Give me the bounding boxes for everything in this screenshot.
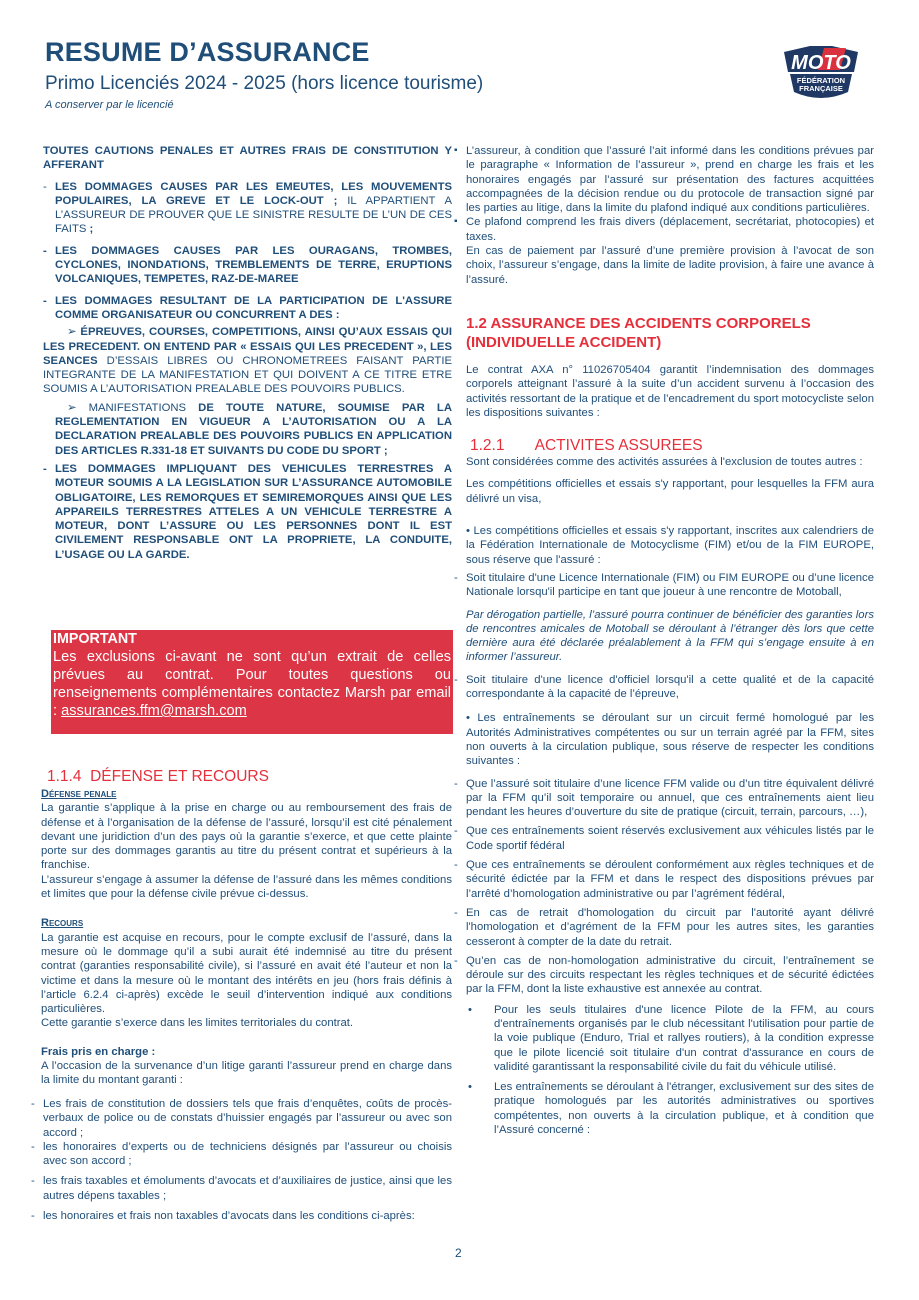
recours-heading: Recours [41,917,84,930]
frais-heading: Frais pris en charge : [41,1045,156,1058]
frais-list [31,1097,452,1223]
section-1-2-1-heading: 1.2.1 ACTIVITES ASSUREES [470,437,703,455]
section-1-2-heading: 1.2 ASSURANCE DES ACCIDENTS CORPORELS (INDIVIDUELLE ACCIDENT) [466,315,811,351]
exclusion-item-4: - LES DOMMAGES IMPLIQUANT DES VEHICULES TERRESTRES A MOTEUR SOUMIS A LA LEGISLATION SUR L’ASSURANCE AUTOMOBILE OBLIGATOIRE, LES REMORQUES ET SEMIREMORQUES AINSI QUE LES APPAREILS TERRESTRES ATTELES A UN VEHICULE TERRESTRE A MOTEUR, DONT L’ASSURE OU LES PERSONNES DONT IL EST CIVILEMENT RESPONSABLE ONT LA PROPRIETE, LA CONDUITE, L’USAGE OU LA GARDE. [43,462,452,562]
important-heading: IMPORTANT [53,631,137,647]
keep-note: A conserver par le licencié [45,99,174,111]
plafond-para: ▪ Ce plafond comprend les frais divers (déplacement, secrétariat, photocopies) et taxes. [454,215,874,244]
page-title: RESUME D’ASSURANCE [45,37,370,67]
ffm-logo [780,44,862,104]
left-exclusions [43,144,452,562]
entrainement-condition: - Que ces entraînements soient réservés exclusivement aux véhicules listés par le Code sportif fédéral [454,824,874,853]
axa-contract-para: Le contrat AXA n° 11026705404 garantit l’indemnisation des dommages corporels atteignant l’assuré à la suite d’un accident survenu à l’occasion des activités ressortant de la pratique et de l’encadrement du sport motocycliste selon les dispositions suivantes : [466,364,874,419]
defense-penale-heading: Défense penale [41,788,117,800]
important-box [51,630,453,734]
entrainement-condition: - Que ces entraînements se déroulent conformément aux règles techniques et de sécurité édictée par la FFM et dans le respect des dispositions prévues par l’arrêté d’homologation administrative ou par l’agrément fédéral, [454,858,874,901]
derogation-para: Par dérogation partielle, l’assuré pourra continuer de bénéficier des garanties lors de rencontres amicales de Motoball se déroulant à l’étranger dès lors que cette dernière aura été déclarée préalablement à la FFM qui s’engage ensuite à en informer l’assureur. [466,608,874,664]
ffm-logo-graphic [780,44,862,104]
activity-2: • Les compétitions officielles et essais s'y rapportant, inscrites aux calendriers de la Fédération Internationale de Motocyclisme (FIM) et/ou de la FIM EUROPE, sous réserve que l'assuré : [466,525,874,566]
exclusion-intro: TOUTES CAUTIONS PENALES ET AUTRES FRAIS DE CONSTITUTION Y AFFERANT [43,145,452,172]
defense-para-1: La garantie s’applique à la prise en charge ou au remboursement des frais de défense et à l’organisation de la défense de l’assuré, lorsqu’il est cité pénalement devant une juridiction d’un des pays où la garantie s’exerce, et que cette plainte porte sur des dommages garantis au titre du présent contrat et supérieurs à la franchise. [41,802,452,872]
entrainements-para: • Les entraînements se déroulant sur un circuit fermé homologué par les Autorités Administratives compétentes ou sur un terrain agréé par la FFM, sites non ouverts à la circulation publique, sous réserve de respecter les conditions suivantes : [466,712,874,768]
exclusion-sub-2: ➢ MANIFESTATIONS DE TOUTE NATURE, SOUMISE PAR LA REGLEMENTATION EN VIGUEUR A L’AUTORISATION OU A LA DECLARATION PREALABLE DES POUVOIRS PUBLICS EN APPLICATION DES ARTICLES R.331-18 ET SUIVANTS DU CODE DU SPORT ; [55,401,452,457]
recours-para-2: Cette garantie s’exerce dans les limites territoriales du contrat. [41,1017,354,1030]
frais-item: - Les frais de constitution de dossiers tels que frais d’enquêtes, coûts de procès-verbaux de police ou de constats d’huissier engagés par l’assureur ou avec son accord ; [31,1097,452,1140]
exclusion-item-3: - LES DOMMAGES RESULTANT DE LA PARTICIPATION DE L'ASSURE COMME ORGANISATEUR OU CONCURRENT A DES : [43,294,452,323]
officiel-condition: - Soit titulaire d'une licence d'officiel lorsqu'il a cette qualité et de la capacité correspondante à la capacité de l’épreuve, [454,673,874,702]
frais-avocat-para: ▪ L’assureur, à condition que l’assuré l’ait informé dans les conditions prévues par le paragraphe « Information de l’assureur », prend en charge les frais et les honoraires engagés par l’assuré sur présentation des factures acquittées accompagnées de la décision rendue ou du protocole de transaction signé par les parties au litige, dans la limite du plafond indiqué aux conditions particulières. [454,144,874,215]
exclusion-item-1: - LES DOMMAGES CAUSES PAR LES EMEUTES, LES MOUVEMENTS POPULAIRES, LA GREVE ET LE LOCK-OUT ; IL APPARTIENT A L’ASSUREUR DE PROUVER QUE LE SINISTRE RESULTE DE L’UN DE CES FAITS ; [43,180,452,237]
recours-para-1: La garantie est acquise en recours, pour le compte exclusif de l’assuré, dans la mesure où le dommage qu’il a subi aurait été indemnisé au titre du présent contrat (garanties responsabilité civile), si l’assuré en avait été l’auteur et non la victime et dans la mesure où le montant des intérêts en jeu (hors frais définis à l’article 6.2.4 ci-après) excède le seuil d’intervention indiqué aux conditions particulières. [41,931,452,1016]
right-column-top [454,144,874,287]
right-column-main [466,363,874,1137]
entrainement-condition: - En cas de retrait d'homologation du circuit par l'autorité ayant délivré l'homologation et d’agrément de la FFM pour les autres sites, les garanties cesseront à compter de la date du retrait. [454,906,874,949]
exclusion-sub-1: ➢ ÉPREUVES, COURSES, COMPETITIONS, AINSI QU’AUX ESSAIS QUI LES PRECEDENT. ON ENTEND PAR « ESSAIS QUI LES PRECEDENT », LES SEANCES D’ESSAIS LIBRES OU CHRONOMETREES FAISANT PARTIE INTEGRANTE DE LA MANIFESTATION ET QUI DOIVENT A CE TITRE ETRE SOUMIS A L’AUTORISATION PREALABLE DES POUVOIRS PUBLICS. [43,326,452,396]
pilote-licence-item: • Pour les seuls titulaires d'une licence Pilote de la FFM, au cours d'entraînements organisés par le club nécessitant l'utilisation pour partie de la voie publique (Enduro, Trial et rallyes routiers), à la condition expresse que le pilote licencié soit titulaire d'un contrat d'assurance en cours de validité garantissant la responsabilité civile du fait du véhicule utilisé. [466,1003,874,1074]
avance-para: En cas de paiement par l’assuré d’une première provision à l’avocat de son choix, l’assureur s’engage, dans la limite de ladite provision, à faire une avance à l’assuré. [466,245,874,286]
frais-intro: A l’occasion de la survenance d’un litige garanti l’assureur prend en charge dans la limite du montant garanti : [41,1060,452,1087]
page-subtitle: Primo Licenciés 2024 - 2025 (hors licence tourisme) [45,73,484,94]
page-number: 2 [455,1246,462,1260]
left-defense [41,787,452,1088]
logo-line2: FRANÇAISE [799,84,843,93]
defense-para-2: L’assureur s’engage à assumer la défense de l’assuré dans les mêmes conditions et limites que pour la défense civile prévue ci-dessus. [41,873,452,901]
motoball-condition: - Soit titulaire d'une Licence Internationale (FIM) ou FIM EUROPE ou d’une licence Nationale lorsqu'il participe en tant que joueur à une rencontre de Motoball, [454,571,874,600]
activities-intro: Sont considérées comme des activités assurées à l'exclusion de toutes autres : [466,456,863,469]
section-1-1-4-heading: 1.1.4 DÉFENSE ET RECOURS [47,768,269,785]
arrow-icon: ➢ [67,401,89,414]
frais-item: - les honoraires d’experts ou de techniciens désignés par l’assureur ou choisis avec son accord ; [31,1140,452,1169]
frais-item: - les frais taxables et émoluments d’avocats et d’auxiliaires de justice, ainsi que les autres dépens taxables ; [31,1174,452,1203]
contact-email-link[interactable]: assurances.ffm@marsh.com [61,703,247,719]
entrainement-condition: - Que l’assuré soit titulaire d’une licence FFM valide ou d’un titre équivalent délivré par la FFM qu’il soit temporaire ou annuel, que ces entraînements aient lieu pendant les heures d’ouverture du site de pratique (circuit, terrain, parcours, …), [454,777,874,820]
etranger-item: • Les entraînements se déroulant à l'étranger, exclusivement sur des sites de pratique homologués par les autorités administratives ou sportives compétentes, non ouverts à la circulation publique, et à condition que l’Assuré concerné : [466,1080,874,1137]
important-text: Les exclusions ci-avant ne sont qu’un extrait de celles prévues au contrat. Pour toutes questions ou renseignements complémentaires contactez Marsh par email : assurances.ffm@marsh.com [53,649,451,719]
logo-line1: FÉDÉRATION [796,76,846,85]
logo-moto-text: MOTO [791,52,851,74]
activity-1: Les compétitions officielles et essais s'y rapportant, pour lesquelles la FFM aura délivré un visa, [466,478,874,505]
exclusion-item-2: - LES DOMMAGES CAUSES PAR LES OURAGANS, TROMBES, CYCLONES, INONDATIONS, TREMBLEMENTS DE TERRE, ERUPTIONS VOLCANIQUES, TEMPETES, RAZ-DE-MAREE [43,244,452,287]
arrow-icon: ➢ [67,326,81,339]
frais-item: - les honoraires et frais non taxables d’avocats dans les conditions ci-après: [31,1209,452,1223]
entrainement-condition: - Qu’en cas de non-homologation administrative du circuit, l’entraînement se déroule sur des circuits respectant les règles techniques et de sécurité édictées par la FFM, dont la liste exhaustive est annexée au contrat. [454,954,874,997]
